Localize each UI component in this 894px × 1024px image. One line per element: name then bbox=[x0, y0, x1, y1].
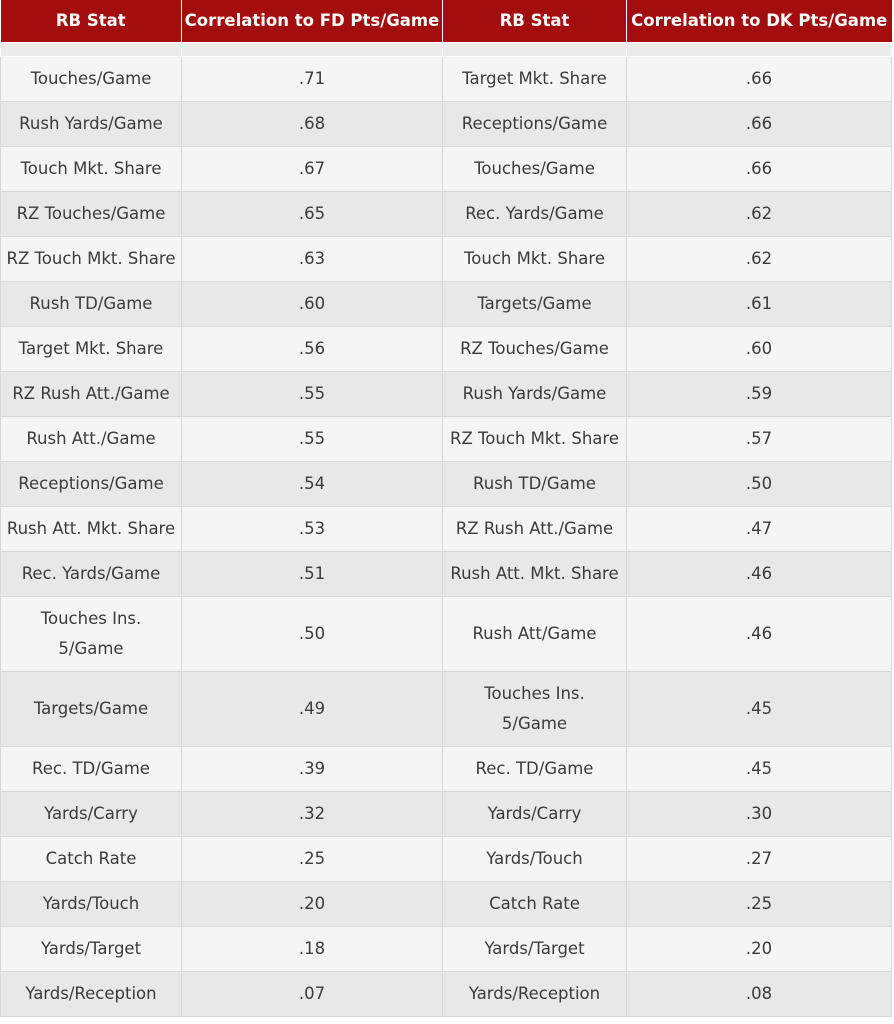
fd-correlation-cell: .39 bbox=[182, 746, 443, 791]
fd-correlation-cell: .49 bbox=[182, 671, 443, 746]
dk-stat-cell: Targets/Game bbox=[443, 281, 627, 326]
dk-stat-cell: Rec. Yards/Game bbox=[443, 191, 627, 236]
spacer-cell bbox=[1, 42, 182, 56]
fd-correlation-cell: .60 bbox=[182, 281, 443, 326]
fd-stat-cell: Rush Yards/Game bbox=[1, 101, 182, 146]
fd-stat-cell: Target Mkt. Share bbox=[1, 326, 182, 371]
dk-stat-cell: RZ Touches/Game bbox=[443, 326, 627, 371]
dk-correlation-cell: .25 bbox=[627, 881, 892, 926]
fd-stat-cell: Rec. Yards/Game bbox=[1, 551, 182, 596]
fd-stat-cell: Touch Mkt. Share bbox=[1, 146, 182, 191]
dk-correlation-cell: .20 bbox=[627, 926, 892, 971]
dk-correlation-cell: .60 bbox=[627, 326, 892, 371]
table-row bbox=[1, 506, 892, 551]
dk-stat-cell: Yards/Target bbox=[443, 926, 627, 971]
fd-correlation-cell: .32 bbox=[182, 791, 443, 836]
fd-correlation-cell: .25 bbox=[182, 836, 443, 881]
dk-correlation-cell: .59 bbox=[627, 371, 892, 416]
header-dk-correlation[interactable]: Correlation to DK Pts/Game bbox=[627, 0, 892, 42]
header-row bbox=[1, 0, 892, 42]
dk-correlation-cell: .61 bbox=[627, 281, 892, 326]
fd-correlation-cell: .55 bbox=[182, 371, 443, 416]
fd-correlation-cell: .53 bbox=[182, 506, 443, 551]
dk-stat-cell: Yards/Carry bbox=[443, 791, 627, 836]
fd-stat-cell: Rush Att./Game bbox=[1, 416, 182, 461]
dk-correlation-cell: .66 bbox=[627, 146, 892, 191]
fd-correlation-cell: .54 bbox=[182, 461, 443, 506]
table-row bbox=[1, 101, 892, 146]
dk-correlation-cell: .66 bbox=[627, 101, 892, 146]
header-dk-rb-stat[interactable]: RB Stat bbox=[443, 0, 627, 42]
dk-correlation-cell: .62 bbox=[627, 236, 892, 281]
fd-stat-cell: Yards/Target bbox=[1, 926, 182, 971]
dk-stat-cell: Rec. TD/Game bbox=[443, 746, 627, 791]
dk-stat-cell: Target Mkt. Share bbox=[443, 56, 627, 101]
dk-correlation-cell: .46 bbox=[627, 596, 892, 671]
table-row bbox=[1, 191, 892, 236]
fd-correlation-cell: .18 bbox=[182, 926, 443, 971]
dk-stat-cell: Touches Ins. 5/Game bbox=[443, 671, 627, 746]
fd-stat-cell: Rush TD/Game bbox=[1, 281, 182, 326]
fd-stat-cell: Catch Rate bbox=[1, 836, 182, 881]
table-row bbox=[1, 791, 892, 836]
fd-stat-cell: Rush Att. Mkt. Share bbox=[1, 506, 182, 551]
dk-stat-cell: Yards/Touch bbox=[443, 836, 627, 881]
header-fd-correlation[interactable]: Correlation to FD Pts/Game bbox=[182, 0, 443, 42]
fd-stat-cell: Touches/Game bbox=[1, 56, 182, 101]
table-row bbox=[1, 971, 892, 1016]
dk-correlation-cell: .50 bbox=[627, 461, 892, 506]
fd-stat-cell: Rec. TD/Game bbox=[1, 746, 182, 791]
spacer-row bbox=[1, 42, 892, 56]
dk-correlation-cell: .45 bbox=[627, 746, 892, 791]
dk-stat-cell: Rush Att/Game bbox=[443, 596, 627, 671]
spacer-cell bbox=[182, 42, 443, 56]
table-row bbox=[1, 926, 892, 971]
fd-correlation-cell: .55 bbox=[182, 416, 443, 461]
dk-correlation-cell: .62 bbox=[627, 191, 892, 236]
dk-stat-cell: Receptions/Game bbox=[443, 101, 627, 146]
dk-correlation-cell: .30 bbox=[627, 791, 892, 836]
dk-stat-cell: RZ Touch Mkt. Share bbox=[443, 416, 627, 461]
spacer-cell bbox=[627, 42, 892, 56]
fd-correlation-cell: .50 bbox=[182, 596, 443, 671]
dk-correlation-cell: .57 bbox=[627, 416, 892, 461]
table-row bbox=[1, 146, 892, 191]
table-row bbox=[1, 371, 892, 416]
fd-stat-cell: Touches Ins. 5/Game bbox=[1, 596, 182, 671]
table-row bbox=[1, 596, 892, 671]
table-row bbox=[1, 836, 892, 881]
table-row bbox=[1, 326, 892, 371]
dk-correlation-cell: .47 bbox=[627, 506, 892, 551]
table-row bbox=[1, 416, 892, 461]
dk-stat-cell: Rush Att. Mkt. Share bbox=[443, 551, 627, 596]
fd-correlation-cell: .71 bbox=[182, 56, 443, 101]
fd-stat-cell: Yards/Carry bbox=[1, 791, 182, 836]
table-body bbox=[1, 42, 892, 1016]
table-row bbox=[1, 56, 892, 101]
spacer-cell bbox=[443, 42, 627, 56]
fd-stat-cell: RZ Rush Att./Game bbox=[1, 371, 182, 416]
dk-correlation-cell: .27 bbox=[627, 836, 892, 881]
fd-correlation-cell: .20 bbox=[182, 881, 443, 926]
dk-stat-cell: Yards/Reception bbox=[443, 971, 627, 1016]
table-header bbox=[1, 0, 892, 42]
dk-correlation-cell: .45 bbox=[627, 671, 892, 746]
dk-stat-cell: Touch Mkt. Share bbox=[443, 236, 627, 281]
dk-stat-cell: Rush Yards/Game bbox=[443, 371, 627, 416]
dk-correlation-cell: .66 bbox=[627, 56, 892, 101]
fd-correlation-cell: .67 bbox=[182, 146, 443, 191]
table-row bbox=[1, 551, 892, 596]
fd-correlation-cell: .07 bbox=[182, 971, 443, 1016]
fd-stat-cell: Yards/Reception bbox=[1, 971, 182, 1016]
fd-correlation-cell: .56 bbox=[182, 326, 443, 371]
dk-stat-cell: Touches/Game bbox=[443, 146, 627, 191]
table-row bbox=[1, 746, 892, 791]
dk-stat-cell: Rush TD/Game bbox=[443, 461, 627, 506]
table-row bbox=[1, 461, 892, 506]
fd-stat-cell: Targets/Game bbox=[1, 671, 182, 746]
dk-stat-cell: RZ Rush Att./Game bbox=[443, 506, 627, 551]
dk-correlation-cell: .08 bbox=[627, 971, 892, 1016]
table-row bbox=[1, 671, 892, 746]
table-row bbox=[1, 881, 892, 926]
fd-correlation-cell: .63 bbox=[182, 236, 443, 281]
fd-correlation-cell: .51 bbox=[182, 551, 443, 596]
fd-correlation-cell: .65 bbox=[182, 191, 443, 236]
header-fd-rb-stat[interactable]: RB Stat bbox=[1, 0, 182, 42]
table-row bbox=[1, 236, 892, 281]
dk-correlation-cell: .46 bbox=[627, 551, 892, 596]
fd-stat-cell: RZ Touches/Game bbox=[1, 191, 182, 236]
fd-stat-cell: Yards/Touch bbox=[1, 881, 182, 926]
dk-stat-cell: Catch Rate bbox=[443, 881, 627, 926]
table-row bbox=[1, 281, 892, 326]
fd-correlation-cell: .68 bbox=[182, 101, 443, 146]
fd-stat-cell: Receptions/Game bbox=[1, 461, 182, 506]
fd-stat-cell: RZ Touch Mkt. Share bbox=[1, 236, 182, 281]
